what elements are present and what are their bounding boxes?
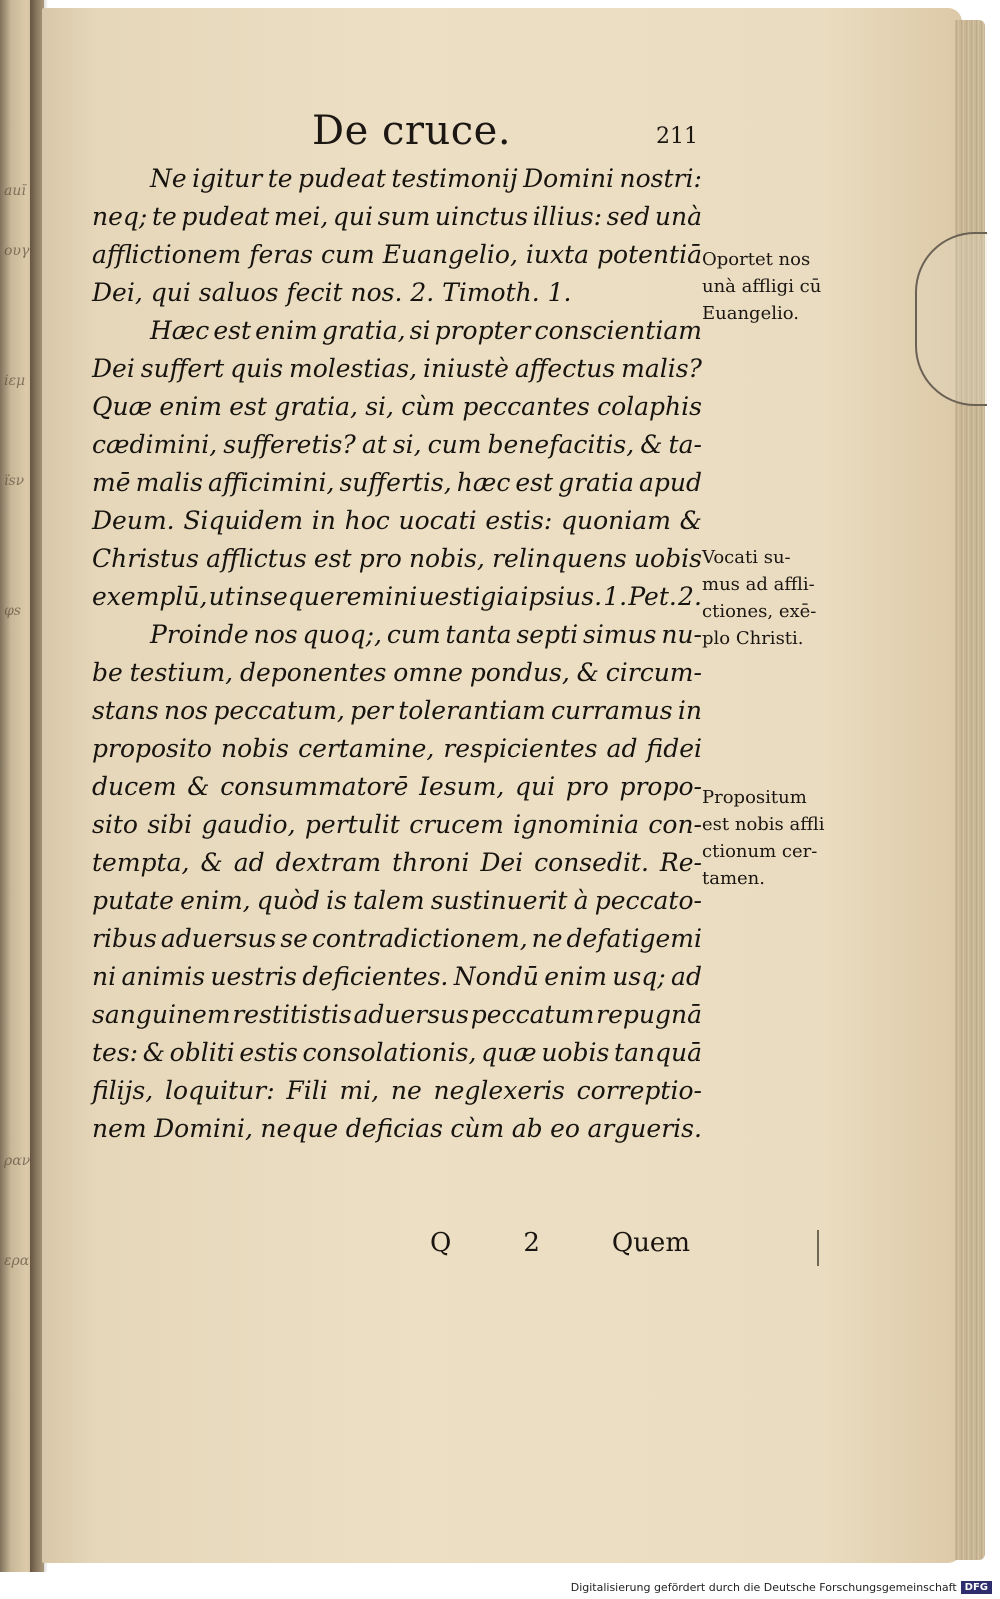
text-line	[92, 616, 702, 654]
word: loquitur:	[164, 1076, 275, 1105]
word: nobis	[221, 734, 290, 763]
text-line	[92, 806, 702, 844]
text-line	[92, 730, 702, 768]
word: uestigia	[418, 582, 520, 611]
text-line	[92, 464, 702, 502]
word: Re-	[659, 848, 702, 877]
word: iniustè	[423, 354, 509, 383]
word: consedit.	[534, 848, 649, 877]
word: tempta,	[92, 848, 190, 877]
word: unà	[654, 202, 702, 231]
word: neglexeris	[433, 1076, 565, 1105]
word: neque	[260, 1114, 339, 1143]
signature-mark: Q	[430, 1228, 452, 1258]
word: defatigemi	[566, 924, 702, 953]
word: si	[409, 316, 431, 345]
word: enim	[159, 392, 222, 421]
word: ad	[606, 734, 638, 763]
word: colaphis	[597, 392, 702, 421]
margin-note-line: Propositum	[702, 787, 807, 808]
word: gratia	[558, 468, 634, 497]
word: 2.	[678, 582, 702, 611]
word: proposito	[92, 734, 212, 763]
word: sanguinem	[92, 1000, 231, 1029]
text-line	[92, 768, 702, 806]
text-line	[92, 958, 702, 996]
word: malis	[135, 468, 203, 497]
margin-note-line: Euangelio.	[702, 303, 799, 324]
text-line	[92, 844, 702, 882]
word: tes:	[92, 1038, 139, 1067]
word: ta-	[668, 430, 702, 459]
word: benefacitis,	[487, 430, 635, 459]
word: te	[267, 164, 293, 193]
word: peccato-	[594, 886, 702, 915]
word: Dei	[480, 848, 524, 877]
word: afficimini,	[208, 468, 335, 497]
word: Dei	[92, 354, 135, 383]
word: nos	[164, 696, 209, 725]
word: uocati	[398, 506, 477, 535]
text-line	[92, 426, 702, 464]
word: Domini	[523, 164, 615, 193]
word: ne	[390, 1076, 422, 1105]
word: pondus,	[469, 658, 570, 687]
word: tanta	[445, 620, 512, 649]
word: usq;	[612, 962, 666, 991]
word: gaudio,	[201, 810, 296, 839]
margin-note-line: Oportet nos	[702, 249, 811, 270]
word: deficientes.	[302, 962, 449, 991]
word: stans	[92, 696, 159, 725]
previous-page-edge: auĭ ουγ iεμ ïsν φs ραν ερα	[0, 0, 44, 1572]
word: se	[280, 924, 308, 953]
word: dextram	[275, 848, 382, 877]
word: cùm	[401, 392, 456, 421]
word: quòd	[256, 886, 320, 915]
word: Deum.	[92, 506, 175, 535]
running-head: De cruce.	[312, 108, 512, 154]
word: peccatum	[470, 1000, 595, 1029]
margin-note	[702, 246, 862, 327]
word: circum-	[605, 658, 702, 687]
word: pro	[565, 772, 609, 801]
word: mei,	[273, 202, 329, 231]
text-line	[92, 160, 702, 198]
signature-number: 2	[523, 1228, 540, 1258]
word: peccantes	[462, 392, 590, 421]
word: mē	[92, 468, 131, 497]
word: qui	[332, 202, 374, 231]
word: Fili	[286, 1076, 328, 1105]
word: cum	[386, 620, 441, 649]
word: gratia,	[274, 392, 358, 421]
text-line	[92, 312, 702, 350]
word: ignominia	[513, 810, 640, 839]
word: hoc	[344, 506, 390, 535]
word: contradictionem,	[311, 924, 528, 953]
word: tolerantiam	[398, 696, 546, 725]
margin-note-line: ctionum cer-	[702, 841, 818, 862]
word: cum	[427, 430, 482, 459]
word: Siquidem	[183, 506, 304, 535]
word: Euangelio,	[382, 240, 518, 269]
text-line	[92, 578, 702, 616]
word: estis	[239, 1038, 298, 1067]
word: consummatorē	[220, 772, 409, 801]
word: est	[515, 468, 554, 497]
word: gratia,	[321, 316, 406, 345]
text-line	[92, 350, 702, 388]
pen-mark	[817, 1230, 819, 1266]
word: si,	[392, 430, 422, 459]
text-line	[92, 1034, 702, 1072]
word: argueris.	[587, 1114, 702, 1143]
word: correptio-	[576, 1076, 702, 1105]
word: igitur	[192, 164, 263, 193]
word: illius:	[532, 202, 603, 231]
signature-line	[430, 1228, 690, 1258]
word: aduersus	[353, 1000, 469, 1029]
word: fidei	[646, 734, 702, 763]
word: nu-	[661, 620, 702, 649]
word: uestris	[210, 962, 297, 991]
word: est	[313, 544, 352, 573]
word: is	[326, 886, 347, 915]
word: sito	[92, 810, 138, 839]
word: uobis	[541, 1038, 610, 1067]
word: suffert	[140, 354, 225, 383]
text-line	[92, 996, 702, 1034]
word: restitistis	[232, 1000, 352, 1029]
word: propter	[434, 316, 531, 345]
word: pudeat	[298, 164, 386, 193]
word: Pet.	[628, 582, 677, 611]
word: certamine,	[298, 734, 435, 763]
word: obliti	[169, 1038, 235, 1067]
word: conscientiam	[534, 316, 702, 345]
word: ipsius.	[520, 582, 603, 611]
word: testium,	[129, 658, 234, 687]
word: estis:	[485, 506, 553, 535]
word: simus	[582, 620, 657, 649]
word: con-	[648, 810, 702, 839]
word: ribus	[92, 924, 157, 953]
word: suffertis,	[339, 468, 452, 497]
word: be	[92, 658, 123, 687]
word: Hæc	[150, 316, 210, 345]
word: septi	[516, 620, 579, 649]
word: &	[187, 772, 210, 801]
word: nos	[253, 620, 298, 649]
word: eo	[550, 1114, 580, 1143]
word: consolationis,	[302, 1038, 477, 1067]
word: animis	[121, 962, 206, 991]
word: uinctus	[434, 202, 529, 231]
margin-note	[702, 784, 862, 892]
word: ni	[92, 962, 117, 991]
text-line	[92, 502, 702, 540]
word: throni	[392, 848, 470, 877]
word: nostri:	[619, 164, 702, 193]
word: repugnā	[596, 1000, 702, 1029]
word: &	[200, 848, 223, 877]
word: in	[311, 506, 336, 535]
word: cædimini,	[92, 430, 218, 459]
word: quæ	[481, 1038, 537, 1067]
word: &	[640, 430, 663, 459]
word: exemplū,	[92, 582, 208, 611]
word: peccatum,	[213, 696, 345, 725]
text-line	[92, 692, 702, 730]
word: &	[142, 1038, 165, 1067]
word: relinquens	[492, 544, 627, 573]
word: nem	[92, 1114, 147, 1143]
word: sufferetis?	[223, 430, 356, 459]
word: sed	[606, 202, 651, 231]
word: Christus	[92, 544, 199, 573]
word: ne	[531, 924, 563, 953]
text-line	[92, 920, 702, 958]
word: cum	[320, 240, 375, 269]
main-text	[92, 160, 702, 1148]
word: Quæ	[92, 392, 153, 421]
word: ut	[208, 582, 235, 611]
word: feras	[249, 240, 313, 269]
word: propo-	[619, 772, 702, 801]
margin-note-line: tamen.	[702, 868, 765, 889]
word: qui	[515, 772, 556, 801]
text-line	[92, 654, 702, 692]
word: crucem	[409, 810, 504, 839]
margin-note-line: est nobis affli	[702, 814, 825, 835]
word: enim	[544, 962, 607, 991]
word: iuxta	[525, 240, 590, 269]
word: per	[350, 696, 393, 725]
word: quis	[230, 354, 284, 383]
word: talem	[353, 886, 425, 915]
word: in	[677, 696, 702, 725]
word: affectus	[514, 354, 616, 383]
word: pertulit	[304, 810, 400, 839]
word: hæc	[456, 468, 511, 497]
word: sum	[377, 202, 431, 231]
word: te	[151, 202, 177, 231]
footer-credit: Digitalisierung gefördert durch die Deutsche Forschungsgemeinschaft	[570, 1581, 957, 1594]
page-clip	[915, 232, 987, 406]
word: est	[229, 392, 267, 421]
word: à	[573, 886, 589, 915]
word: aduersus	[160, 924, 277, 953]
word: 1.	[603, 582, 628, 611]
word: potentiā	[597, 240, 702, 269]
word: nobis,	[408, 544, 485, 573]
word: insequeremini	[236, 582, 418, 611]
text-line	[92, 1072, 702, 1110]
word: pro	[358, 544, 402, 573]
word: enim,	[180, 886, 251, 915]
word: enim	[255, 316, 318, 345]
word: deponentes	[239, 658, 387, 687]
word: apud	[638, 468, 702, 497]
text-line	[92, 236, 702, 274]
word: si,	[365, 392, 394, 421]
word: quoniam	[561, 506, 671, 535]
word: pudeat	[181, 202, 270, 231]
text-line	[92, 882, 702, 920]
text-line: Dei, qui saluos fecit nos. 2. Timoth. 1.	[92, 278, 572, 307]
dfg-logo-icon: DFG	[961, 1581, 992, 1594]
word: filijs,	[92, 1076, 154, 1105]
word: mi,	[339, 1076, 380, 1105]
word: ad	[671, 962, 702, 991]
word: molestias,	[288, 354, 418, 383]
text-line	[92, 388, 702, 426]
margin-note-line: mus ad affli-	[702, 574, 815, 595]
word: ad	[233, 848, 265, 877]
word: curramus	[551, 696, 673, 725]
margin-note-line: unà affligi cū	[702, 276, 822, 297]
word: Domini,	[154, 1114, 253, 1143]
word: est	[213, 316, 252, 345]
word: omne	[393, 658, 463, 687]
catchword: Quem	[611, 1228, 690, 1258]
text-line	[92, 198, 702, 236]
folio-number: 211	[656, 124, 698, 149]
word: testimonij	[391, 164, 518, 193]
word: Ne	[150, 164, 187, 193]
word: cùm	[450, 1114, 505, 1143]
text-line	[92, 540, 702, 578]
word: Iesum,	[419, 772, 505, 801]
footer-bar	[0, 1576, 1000, 1599]
margin-note	[702, 544, 862, 652]
word: deficias	[345, 1114, 443, 1143]
word: afflictus	[206, 544, 307, 573]
word: sibi	[147, 810, 193, 839]
margin-note-line: ctiones, exē-	[702, 601, 817, 622]
word: &	[576, 658, 599, 687]
word: quoq;,	[302, 620, 382, 649]
word: putate	[92, 886, 174, 915]
margin-note-line: Vocati su-	[702, 547, 791, 568]
word: Proinde	[150, 620, 249, 649]
word: tanquā	[613, 1038, 702, 1067]
word: at	[361, 430, 387, 459]
text-line	[92, 1110, 702, 1148]
word: sustinuerit	[430, 886, 568, 915]
word: ducem	[92, 772, 177, 801]
word: &	[679, 506, 702, 535]
word: Nondū	[453, 962, 539, 991]
word: ab	[511, 1114, 543, 1143]
margin-note-line: plo Christi.	[702, 628, 804, 649]
word: neq;	[92, 202, 148, 231]
word: respicientes	[443, 734, 598, 763]
word: afflictionem	[92, 240, 242, 269]
word: malis?	[621, 354, 702, 383]
word: uobis	[633, 544, 702, 573]
